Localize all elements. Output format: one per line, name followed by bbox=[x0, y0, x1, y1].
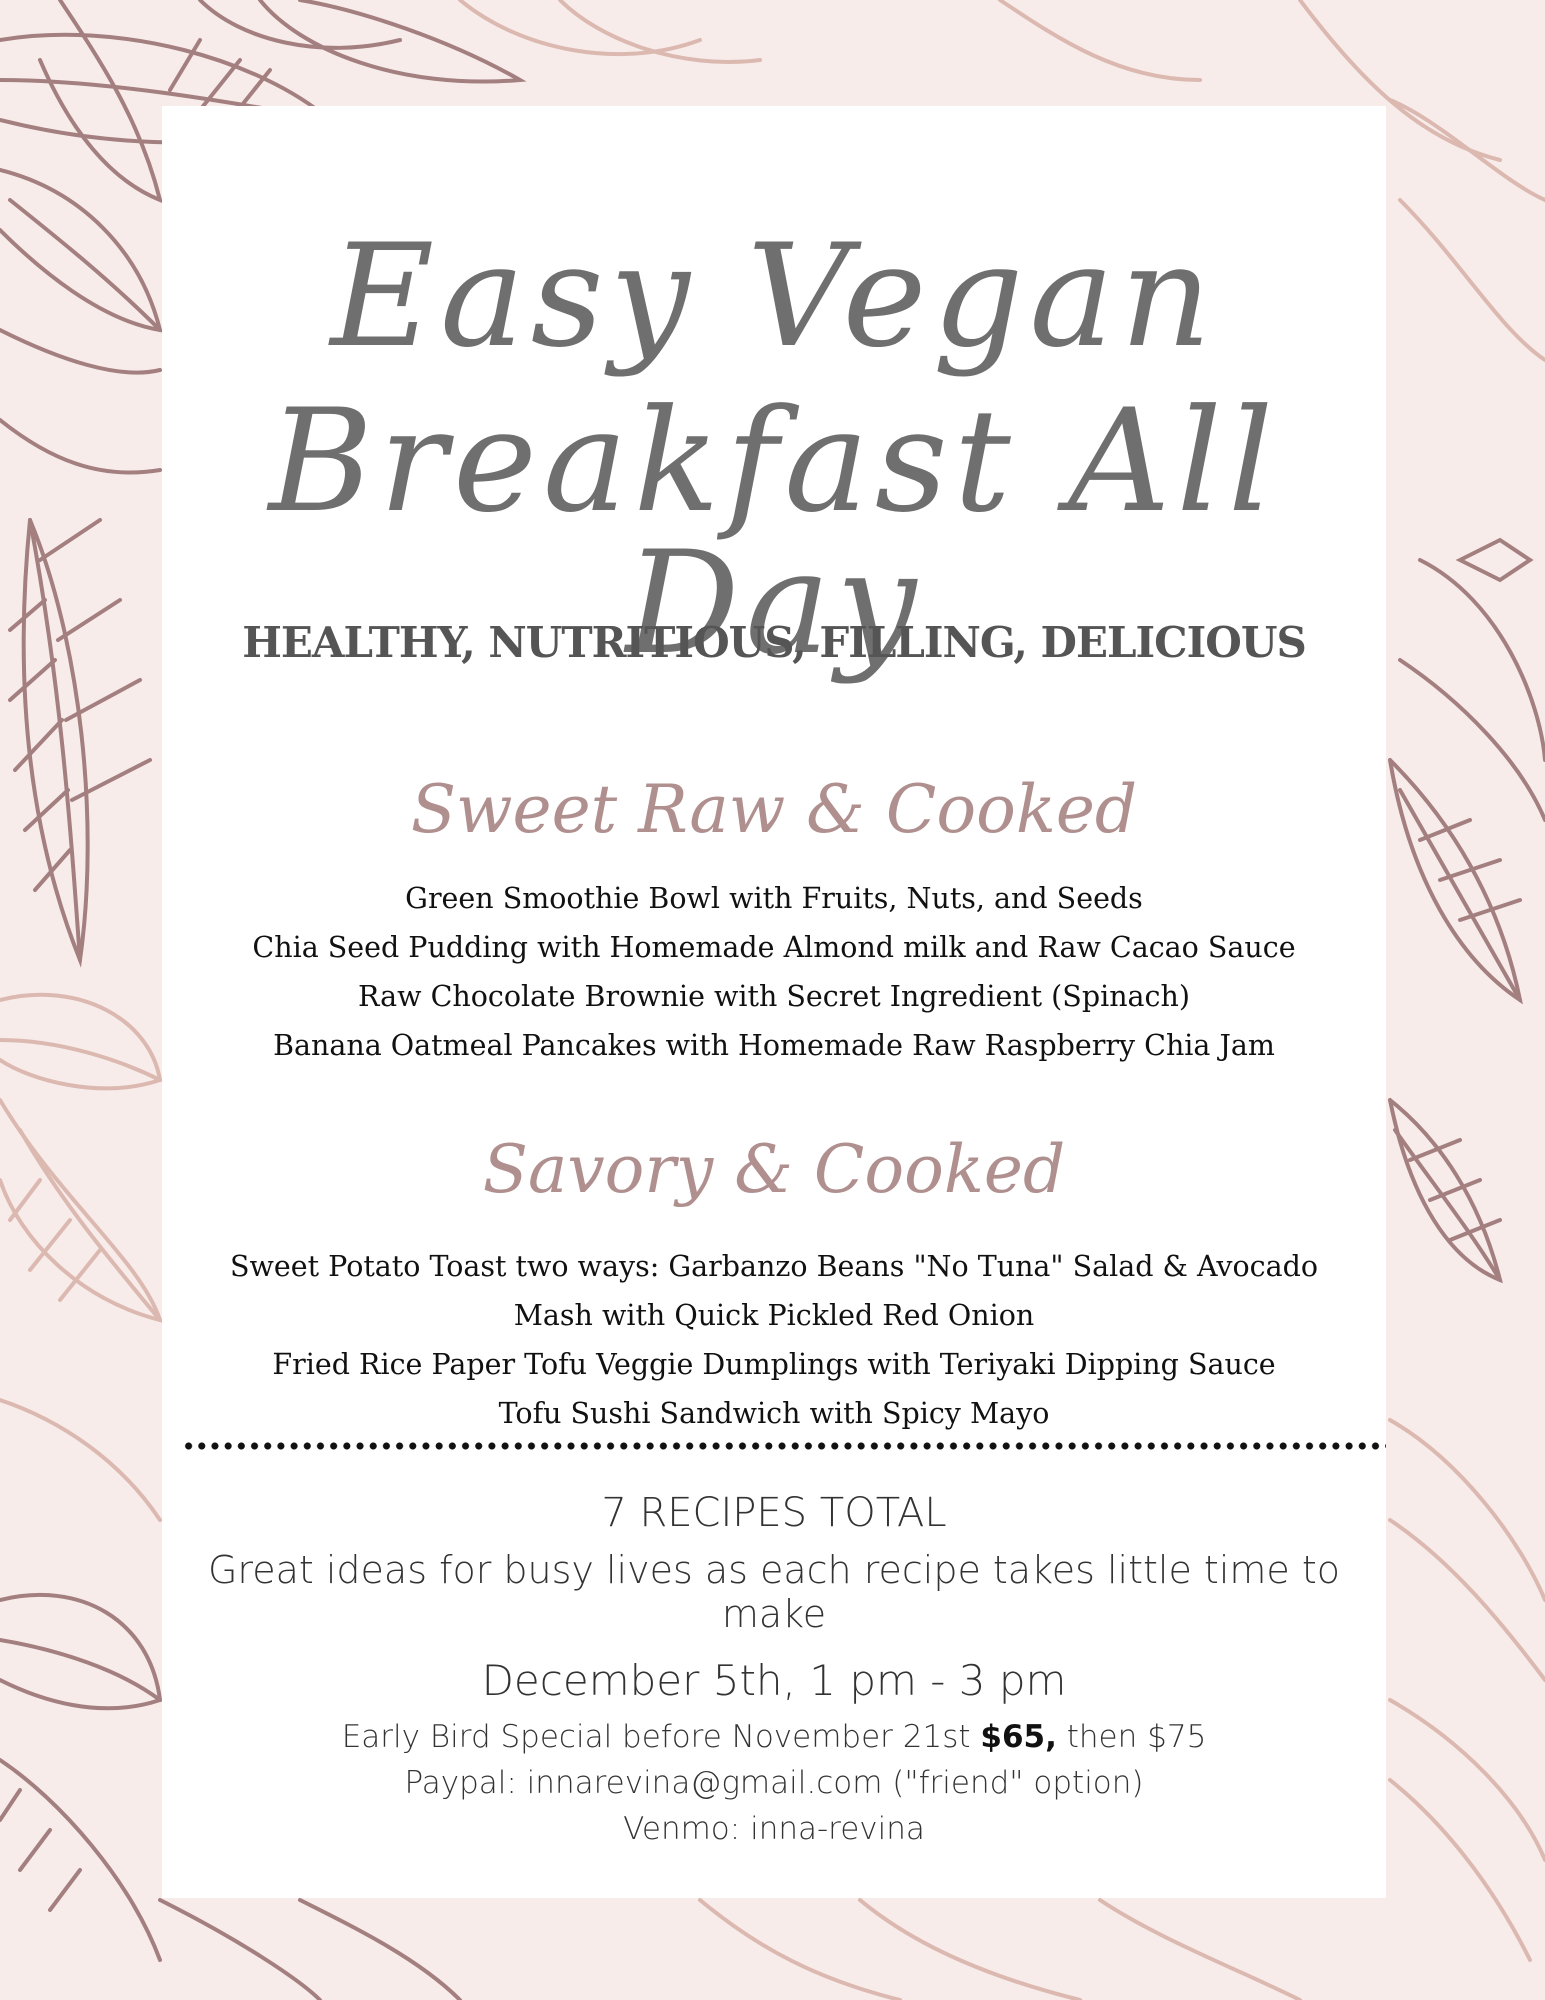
venmo-info: Venmo: inna-revina bbox=[623, 1811, 925, 1847]
title-line-1: Easy Vegan bbox=[330, 214, 1218, 379]
list-item: Mash with Quick Pickled Red Onion bbox=[513, 1299, 1035, 1332]
tagline: HEALTHY, NUTRITIOUS, FILLING, DELICIOUS bbox=[242, 618, 1306, 667]
list-item: Chia Seed Pudding with Homemade Almond milk and Raw Cacao Sauce bbox=[252, 931, 1296, 964]
flyer-panel bbox=[162, 106, 1386, 1898]
early-bird-text bbox=[162, 1719, 1386, 1755]
list-item: Banana Oatmeal Pancakes with Homemade Raw Raspberry Chia Jam bbox=[273, 1029, 1275, 1062]
early-bird-prefix: Early Bird Special before November 21st bbox=[341, 1719, 971, 1755]
recipes-total: 7 RECIPES TOTAL bbox=[601, 1490, 947, 1536]
list-item: Green Smoothie Bowl with Fruits, Nuts, and Seeds bbox=[405, 882, 1143, 915]
section-title-sweet: Sweet Raw & Cooked bbox=[410, 771, 1138, 848]
list-item: Raw Chocolate Brownie with Secret Ingredient (Spinach) bbox=[358, 980, 1190, 1013]
ideas-text: Great ideas for busy lives as each recipe takes little time to make bbox=[207, 1548, 1341, 1636]
early-bird-suffix: then $75 bbox=[1066, 1719, 1207, 1755]
sweet-recipe-list bbox=[162, 874, 1386, 1070]
section-title-savory: Savory & Cooked bbox=[482, 1131, 1066, 1208]
list-item: Fried Rice Paper Tofu Veggie Dumplings with Teriyaki Dipping Sauce bbox=[272, 1348, 1276, 1381]
event-date: December 5th, 1 pm - 3 pm bbox=[481, 1656, 1067, 1705]
list-item: Tofu Sushi Sandwich with Spicy Mayo bbox=[498, 1397, 1050, 1430]
list-item: Sweet Potato Toast two ways: Garbanzo Beans "No Tuna" Salad & Avocado bbox=[230, 1250, 1318, 1283]
dotted-divider bbox=[182, 1440, 1386, 1452]
savory-recipe-list bbox=[162, 1242, 1386, 1438]
early-bird-price: $65, bbox=[980, 1719, 1057, 1755]
paypal-info: Paypal: innarevina@gmail.com ("friend" option) bbox=[404, 1765, 1144, 1801]
title-line-2: Breakfast All Day bbox=[268, 379, 1280, 686]
